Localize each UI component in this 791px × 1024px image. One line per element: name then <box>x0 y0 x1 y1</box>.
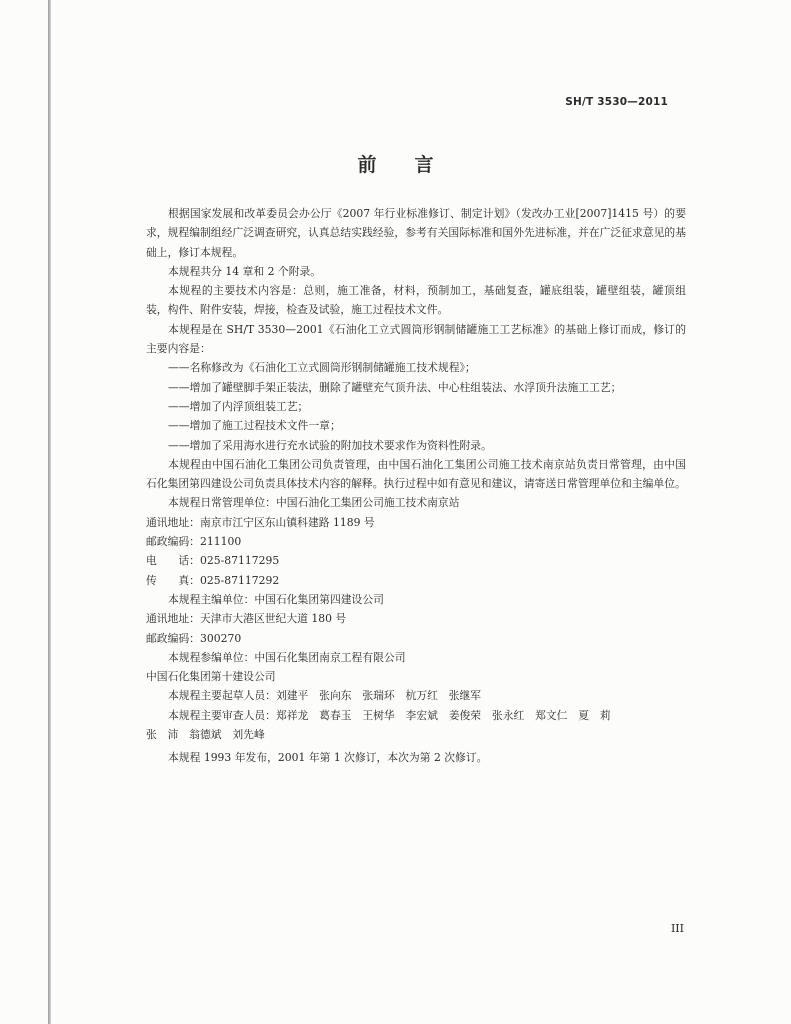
reviewers-list-second: 张 沛 翁德斌 刘先峰 <box>146 728 265 742</box>
management-postcode: 邮政编码：211100 <box>146 535 242 549</box>
change-item: ——增加了罐壁脚手架正装法，删除了罐壁充气顶升法、中心柱组装法、水浮顶升法施工工艺； <box>168 380 622 394</box>
paragraph-management: 本规程由中国石油化工集团公司负责管理，由中国石油化工集团公司施工技术南京站负责日常管理，由中国石化集团第四建设公司负责具体技术内容的解释。执行过程中如有意见和建议，请寄送日常管理单位和主编单位。 <box>146 457 686 491</box>
management-address: 通讯地址：南京市江宁区东山镇科建路 1189 号 <box>146 515 375 529</box>
participating-unit-second: 中国石化集团第十建设公司 <box>146 670 276 684</box>
paragraph-revision-basis: 本规程是在 SH/T 3530—2001《石油化工立式圆筒形钢制储罐施工工艺标准》的基础上修订而成，修订的主要内容是： <box>146 322 686 356</box>
change-item: ——增加了采用海水进行充水试验的附加技术要求作为资料性附录。 <box>168 438 492 452</box>
paragraph-chapters: 本规程共分 14 章和 2 个附录。 <box>168 264 322 278</box>
participating-unit: 本规程参编单位：中国石化集团南京工程有限公司 <box>168 650 406 664</box>
paragraph-main-content: 本规程的主要技术内容是：总则，施工准备，材料，预制加工，基础复查，罐底组装，罐壁组装，罐顶组装，构件、附件安装，焊接，检查及试验，施工过程技术文件。 <box>146 284 686 317</box>
page-title: 前言 <box>357 154 472 176</box>
chief-editor-postcode: 邮政编码：300270 <box>146 631 242 645</box>
reviewers-list: 本规程主要审查人员：郑祥龙 葛春玉 王树华 李宏斌 姜俊荣 张永红 郑文仁 夏 莉 <box>168 708 611 722</box>
document-code: SH/T 3530—2011 <box>565 96 668 108</box>
preface-body <box>146 204 686 744</box>
page-number: III <box>670 922 684 935</box>
change-item: ——增加了内浮顶组装工艺； <box>168 399 309 413</box>
change-item: ——增加了施工过程技术文件一章； <box>168 419 341 433</box>
drafters-list: 本规程主要起草人员：刘建平 张向东 张瑞环 杭万红 张继军 <box>168 689 482 703</box>
change-item: ——名称修改为《石油化工立式圆筒形钢制储罐施工技术规程》； <box>168 361 476 375</box>
chief-editor-address: 通讯地址：天津市大港区世纪大道 180 号 <box>146 612 347 626</box>
management-unit: 本规程日常管理单位：中国石油化工集团公司施工技术南京站 <box>168 496 460 510</box>
publication-history: 本规程 1993 年发布，2001 年第 1 次修订，本次为第 2 次修订。 <box>168 751 488 764</box>
management-phone: 电 话：025-87117295 <box>146 554 280 568</box>
chief-editor-unit: 本规程主编单位：中国石化集团第四建设公司 <box>168 592 384 606</box>
management-fax: 传 真：025-87117292 <box>146 573 280 587</box>
paragraph-basis: 根据国家发展和改革委员会办公厅《2007 年行业标准修订、制定计划》（发改办工业[2007]1415 号）的要求，规程编制组经广泛调查研究，认真总结实践经验，参考有关国际标准和国外先进标准，并在广泛征求意见的基础上，修订本规程。 <box>146 207 686 259</box>
